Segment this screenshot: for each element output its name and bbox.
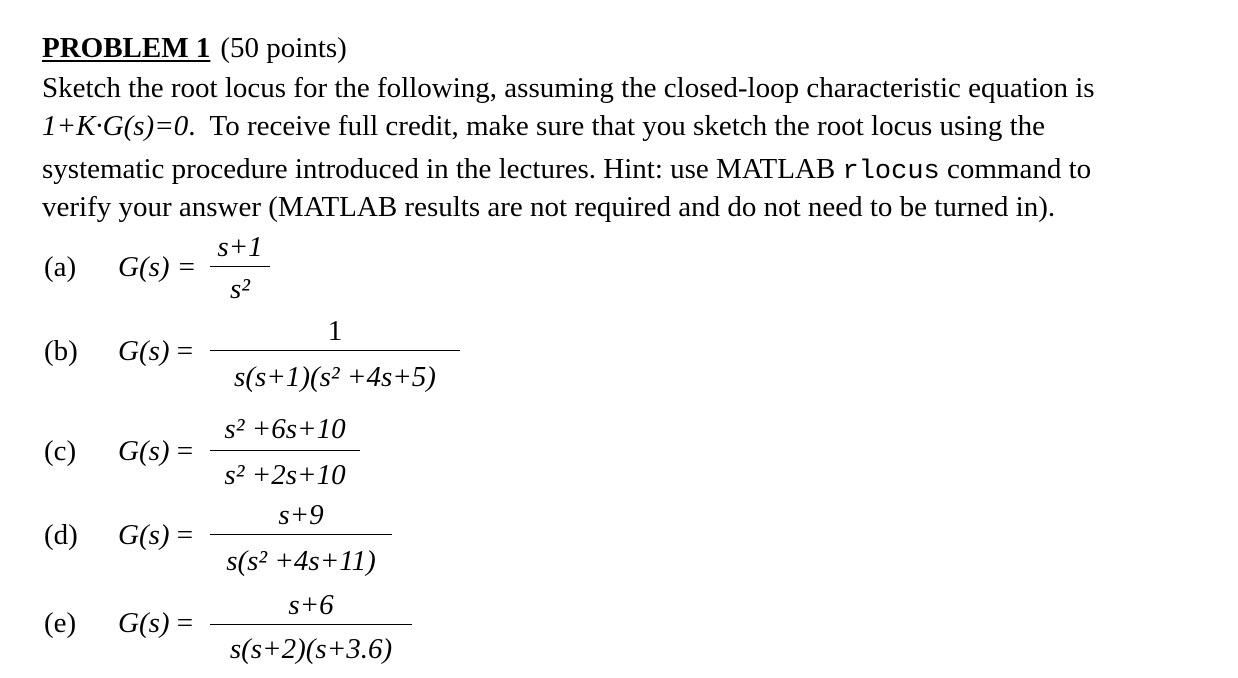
item-b-label: (b) (44, 335, 78, 367)
item-b-fraction (210, 312, 460, 396)
problem-points: (50 points) (220, 32, 347, 64)
item-a-fraction-bar (210, 266, 270, 267)
item-c-fraction-bar (210, 450, 360, 451)
characteristic-equation-period: . (188, 110, 196, 142)
item-a-fraction (210, 228, 270, 308)
item-b-fraction-bar (210, 350, 460, 351)
item-b-lhs-text: G(s) (118, 335, 170, 367)
item-e-fraction-bar (210, 624, 412, 625)
problem-text-line-2-body: To receive full credit, make sure that you sketch the root locus using the (209, 110, 1046, 142)
item-c-denominator: s² +2s+10 (224, 459, 346, 491)
matlab-command: rlocus (842, 157, 940, 187)
item-a-denominator: s² (230, 273, 250, 305)
item-d-lhs-text: G(s) (118, 519, 170, 551)
problem-text-line-4: verify your answer (MATLAB results are not required and do not need to be turned in). (42, 191, 1056, 223)
item-d-fraction (210, 496, 392, 580)
problem-text-line-3 (42, 151, 1091, 190)
item-e-lhs-text: G(s) (118, 607, 170, 639)
item-a-lhs-text: G(s) (118, 251, 170, 283)
characteristic-equation: 1+K·G(s)=0 (42, 110, 189, 142)
item-d-fraction-bar (210, 534, 392, 535)
item-e-fraction (210, 586, 412, 670)
item-d-numerator: s+9 (278, 499, 324, 531)
problem-text-line-1: Sketch the root locus for the following, assuming the closed-loop characteristic equation is (42, 72, 1095, 104)
item-c-fraction (210, 410, 360, 494)
item-b-numerator: 1 (327, 315, 343, 347)
item-e-numerator: s+6 (288, 589, 334, 621)
problem-text-line-3-body: systematic procedure introduced in the lectures. Hint: use MATLAB (42, 153, 836, 185)
problem-heading: PROBLEM 1 (42, 32, 211, 64)
item-e-lhs: G(s) = (118, 607, 194, 639)
item-c-lhs-text: G(s) (118, 435, 170, 467)
item-d-label: (d) (44, 519, 78, 551)
item-d-denominator: s(s² +4s+11) (226, 545, 376, 577)
problem-header (42, 30, 347, 66)
item-c-lhs: G(s) = (118, 435, 194, 467)
item-b-lhs: G(s) = (118, 335, 194, 367)
item-a-numerator: s+1 (217, 231, 263, 263)
problem-text-line-2 (42, 108, 1045, 144)
item-e-label: (e) (44, 607, 77, 639)
item-c-numerator: s² +6s+10 (224, 413, 346, 445)
item-b-denominator: s(s+1)(s² +4s+5) (234, 361, 436, 393)
problem-text-line-3-tail: command to (947, 153, 1092, 185)
item-d-lhs: G(s) = (118, 519, 194, 551)
item-e-denominator: s(s+2)(s+3.6) (229, 633, 393, 665)
item-a-label: (a) (44, 251, 77, 283)
item-a-lhs: G(s) = (118, 251, 197, 283)
item-c-label: (c) (44, 435, 77, 467)
